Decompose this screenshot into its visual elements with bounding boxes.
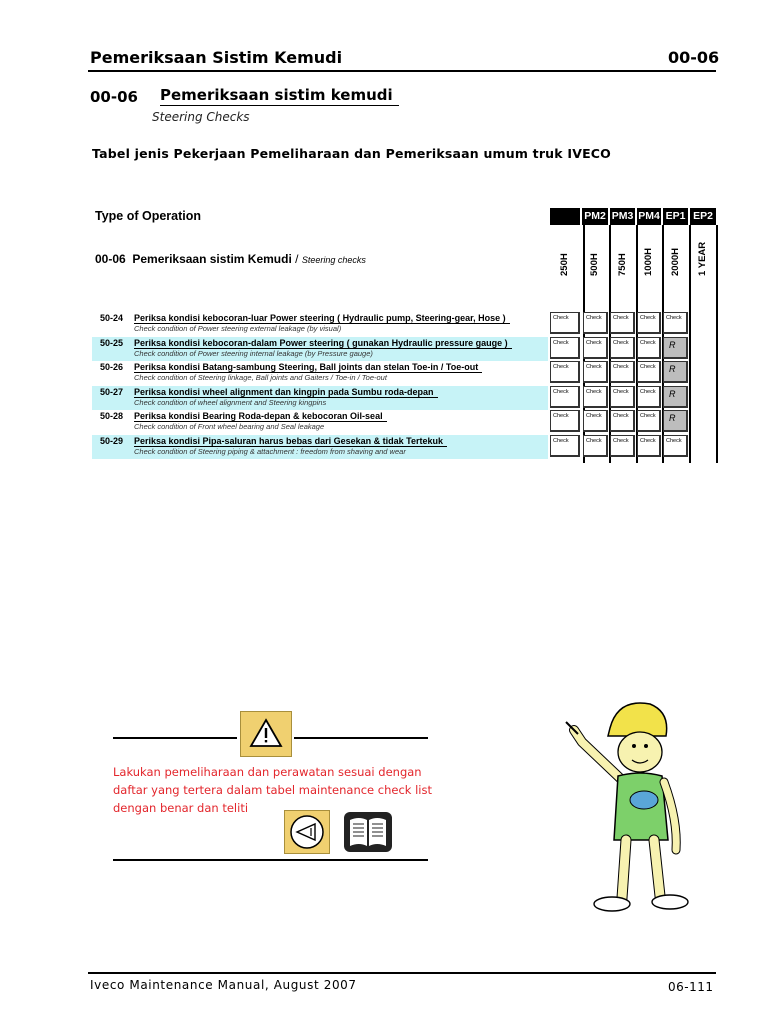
operation-english: Check condition of wheel alignment and Steering kingpins xyxy=(134,397,327,407)
table-row xyxy=(92,410,548,434)
inspection-tool-icon xyxy=(284,810,330,854)
section-code: 00-06 xyxy=(90,88,138,106)
table-row xyxy=(92,386,548,410)
column-header: EP2 xyxy=(690,208,718,225)
check-cell: Check xyxy=(637,312,661,334)
operation-code: 50-28 xyxy=(100,411,124,421)
check-cell: Check xyxy=(550,361,580,383)
column-header xyxy=(550,208,582,225)
footer-page-number: 06-111 xyxy=(668,980,714,994)
table-row xyxy=(92,312,548,336)
table-row xyxy=(92,361,548,385)
section-subtitle: Steering Checks xyxy=(152,110,250,124)
group-title: Pemeriksaan sistim Kemudi xyxy=(132,252,292,266)
group-code: 00-06 xyxy=(95,252,126,266)
check-cell: Check xyxy=(610,312,635,334)
operation-title: Periksa kondisi Pipa-saluran harus bebas dari Gesekan & tidak Tertekuk xyxy=(134,436,447,447)
table-row xyxy=(92,337,548,361)
warning-rule-right xyxy=(294,737,428,739)
operation-code: 50-25 xyxy=(100,337,124,348)
operation-english: Check condition of Power steering internal leakage (by Pressure gauge) xyxy=(134,348,373,358)
column-header: PM3 xyxy=(610,208,637,225)
check-cell: Check xyxy=(610,361,635,383)
section-title: Pemeriksaan sistim kemudi xyxy=(160,86,399,106)
check-cell: R xyxy=(663,337,688,359)
mechanic-mascot-illustration xyxy=(548,690,698,930)
check-cell: Check xyxy=(583,435,608,457)
operation-title: Periksa kondisi Batang-sambung Steering, Ball joints dan stelan Toe-in / Toe-out xyxy=(134,362,482,373)
column-header: PM2 xyxy=(582,208,610,225)
check-cell: Check xyxy=(550,410,580,432)
check-cell: Check xyxy=(583,386,608,408)
check-cell: Check xyxy=(550,312,580,334)
operation-code: 50-27 xyxy=(100,386,124,397)
check-cell: Check xyxy=(610,337,635,359)
table-heading: Tabel jenis Pekerjaan Pemeliharaan dan Pemeriksaan umum truk IVECO xyxy=(92,146,612,161)
type-of-operation-label: Type of Operation xyxy=(95,209,202,223)
column-header: EP1 xyxy=(663,208,690,225)
check-cell: Check xyxy=(550,337,580,359)
check-cell: Check xyxy=(663,435,688,457)
check-cell: Check xyxy=(583,337,608,359)
check-cell: Check xyxy=(550,386,580,408)
warning-rule-left xyxy=(113,737,237,739)
operation-title: Periksa kondisi wheel alignment dan kingpin pada Sumbu roda-depan xyxy=(134,387,438,398)
operation-english: Check condition of Power steering external leakage (by visual) xyxy=(134,324,342,333)
operation-code: 50-29 xyxy=(100,435,124,446)
interval-label: 1000H xyxy=(643,248,654,276)
check-cell: R xyxy=(663,410,688,432)
operation-english: Check condition of Steering linkage, Ball joints and Gaiters / Toe-in / Toe-out xyxy=(134,373,387,382)
check-cell: Check xyxy=(610,386,635,408)
operation-title: Periksa kondisi kebocoran-dalam Power steering ( gunakan Hydraulic pressure gauge ) xyxy=(134,338,512,349)
check-cell: Check xyxy=(583,361,608,383)
check-cell: Check xyxy=(610,435,635,457)
column-header: PM4 xyxy=(637,208,663,225)
header-rule xyxy=(88,70,716,72)
check-cell: Check xyxy=(637,386,661,408)
operation-title: Periksa kondisi kebocoran-luar Power steering ( Hydraulic pump, Steering-gear, Hose ) xyxy=(134,313,510,324)
check-cell: Check xyxy=(637,337,661,359)
check-cell: Check xyxy=(663,312,688,334)
check-cell: Check xyxy=(637,361,661,383)
group-subtitle: Steering checks xyxy=(301,255,366,265)
check-cell: R xyxy=(663,386,688,408)
table-row xyxy=(92,435,548,459)
operation-code: 50-24 xyxy=(100,313,124,323)
interval-label: 750H xyxy=(616,253,628,276)
warning-rule-bottom xyxy=(113,859,428,861)
manual-book-icon xyxy=(342,810,394,854)
operation-english: Check condition of Steering piping & attachment : freedom from shaving and wear xyxy=(134,446,406,456)
check-cell: Check xyxy=(583,312,608,334)
footer-manual-title: Iveco Maintenance Manual, August 2007 xyxy=(90,978,357,992)
interval-label: 1 YEAR xyxy=(697,241,708,276)
check-cell: R xyxy=(663,361,688,383)
page-header-code: 00-06 xyxy=(668,48,720,67)
warning-triangle-icon xyxy=(240,711,292,757)
check-cell: Check xyxy=(550,435,580,457)
check-cell: Check xyxy=(637,435,661,457)
page-header-title: Pemeriksaan Sistim Kemudi xyxy=(90,48,343,67)
group-heading xyxy=(95,252,366,266)
warning-text: Lakukan pemeliharaan dan perawatan sesuai dengan daftar yang tertera dalam tabel maintenance check list dengan benar dan teliti xyxy=(113,765,432,815)
operation-code: 50-26 xyxy=(100,362,124,372)
column-divider xyxy=(716,225,718,463)
interval-label: 2000H xyxy=(669,248,681,276)
interval-label: 500H xyxy=(589,253,600,276)
check-cell: Check xyxy=(637,410,661,432)
footer-rule xyxy=(88,972,716,974)
operation-title: Periksa kondisi Bearing Roda-depan & kebocoran Oil-seal xyxy=(134,411,387,422)
interval-label: 250H xyxy=(559,253,570,276)
group-separator: / xyxy=(295,252,299,266)
check-cell: Check xyxy=(610,410,635,432)
check-cell: Check xyxy=(583,410,608,432)
column-divider xyxy=(689,225,691,463)
operation-english: Check condition of Front wheel bearing and Seal leakage xyxy=(134,422,325,431)
